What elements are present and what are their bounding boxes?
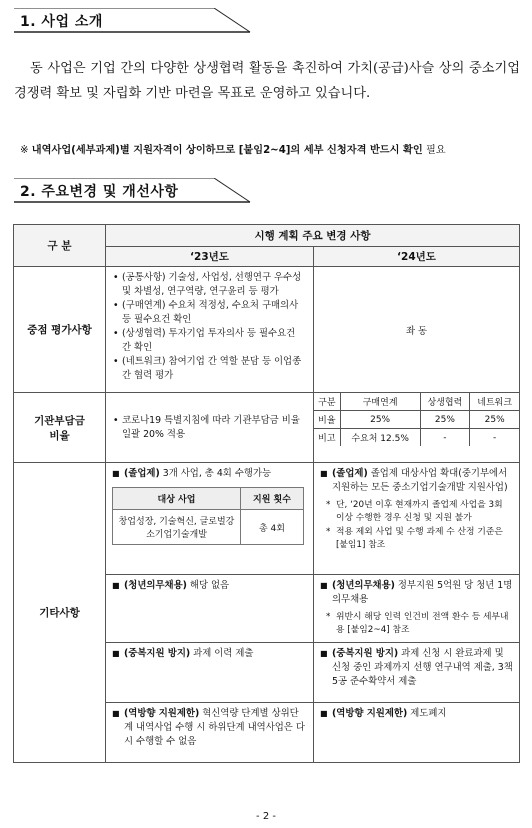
item-bold: (역방향 지원제한) bbox=[124, 708, 200, 719]
section-1-header bbox=[14, 8, 254, 32]
item-text: 과제 이력 제출 bbox=[190, 648, 254, 659]
sub-cell: 창업성장, 기술혁신, 글로벌강소기업기술개발 bbox=[113, 510, 241, 545]
intro-paragraph: 동 사업은 기업 간의 다양한 상생협력 활동을 촉진하여 가치(공급)사슬 상의 중소기업 경쟁력 확보 및 자립화 기반 마련을 목표로 운영하고 있습니다. bbox=[14, 61, 520, 101]
row-label-evaluation: 중점 평가사항 bbox=[14, 267, 106, 393]
item-bold: (중복지원 방지) bbox=[124, 648, 191, 659]
rate-col-header: 구분 bbox=[314, 393, 340, 411]
item-text: 정부지원 5억원 당 청년 1명 의무채용 bbox=[332, 580, 513, 605]
rate-value: 25% bbox=[420, 411, 470, 429]
rate-value: 25% bbox=[340, 411, 420, 429]
item-bold: (졸업제) bbox=[332, 468, 368, 479]
list-item: • 코로나19 특별지침에 따라 기관부담금 비율 일괄 20% 적용 bbox=[112, 414, 307, 441]
reverse-2023-item bbox=[112, 707, 307, 749]
item-bold: (졸업제) bbox=[124, 468, 160, 479]
duplicate-2023-cell bbox=[106, 643, 314, 703]
eligibility-note bbox=[20, 141, 446, 156]
item-bold: (청년의무채용) bbox=[124, 580, 187, 591]
rate-note: - bbox=[420, 429, 470, 447]
duplicate-2023-item bbox=[112, 647, 307, 661]
header-category: 구 분 bbox=[14, 225, 106, 267]
item-bold: (청년의무채용) bbox=[332, 580, 395, 591]
list-item: • (공통사항) 기술성, 사업성, 선행연구 우수성 및 차별성, 연구역량, 연구윤리 등 평가 bbox=[112, 271, 307, 298]
note-tail-text: 필요 bbox=[422, 145, 446, 156]
graduation-2024-item bbox=[320, 467, 513, 495]
item-text: 3개 사업, 총 4회 수행가능 bbox=[159, 468, 272, 479]
youth-2023-cell bbox=[106, 575, 314, 643]
duplicate-2024-cell bbox=[314, 643, 520, 703]
item-text: 과제 신청 시 완료과제 및 신청 중인 과제까지 선행 연구내역 제출, 3책5공 준수확약서 제출 bbox=[332, 648, 513, 687]
rate-note: 수요처 12.5% bbox=[340, 429, 420, 447]
rate-row-label: 비고 bbox=[314, 429, 340, 447]
section-1-title: 1. 사업 소개 bbox=[20, 14, 103, 30]
youth-2024-cell bbox=[314, 575, 520, 643]
row-label-contribution bbox=[14, 393, 106, 463]
header-2023: ‘23년도 bbox=[106, 247, 314, 267]
evaluation-list bbox=[112, 271, 307, 382]
item-text: 해당 없음 bbox=[186, 580, 230, 591]
sub-header: 지원 횟수 bbox=[241, 488, 304, 510]
rate-col-header: 구매연계 bbox=[340, 393, 420, 411]
evaluation-2024-same: 좌 동 bbox=[314, 267, 520, 393]
reverse-2024-item bbox=[320, 707, 513, 721]
reverse-2023-cell bbox=[106, 703, 314, 763]
contribution-2023-cell bbox=[106, 393, 314, 463]
footnote: * 단, ‘20년 이후 현재까지 졸업제 사업을 3회 이상 수행한 경우 신청 및 지원 불가 bbox=[320, 499, 513, 525]
duplicate-2024-item bbox=[320, 647, 513, 689]
contribution-rate-table bbox=[314, 393, 519, 446]
section-2-header bbox=[14, 178, 254, 202]
page-number: - 2 - bbox=[256, 811, 276, 822]
graduation-2024-cell bbox=[314, 463, 520, 575]
row-label-other: 기타사항 bbox=[14, 463, 106, 763]
graduation-2023-item bbox=[112, 467, 307, 481]
rate-row-label: 비율 bbox=[314, 411, 340, 429]
item-text: 혁신역량 단계별 상위단계 내역사업 수행 시 하위단계 내역사업은 다시 수행할 수 없음 bbox=[124, 708, 305, 747]
rate-col-header: 상생협력 bbox=[420, 393, 470, 411]
sub-header: 대상 사업 bbox=[113, 488, 241, 510]
item-bold: (중복지원 방지) bbox=[332, 648, 399, 659]
youth-2023-item bbox=[112, 579, 307, 593]
note-bold-text: 내역사업(세부과제)별 지원자격이 상이하므로 [붙임2~4]의 세부 신청자격 반드시 확인 bbox=[31, 145, 423, 156]
item-text: 졸업제 대상사업 확대(중기부에서 지원하는 모든 중소기업기술개발 지원사업) bbox=[332, 468, 508, 493]
section-2-title: 2. 주요변경 및 개선사항 bbox=[20, 184, 179, 200]
evaluation-2023-cell bbox=[106, 267, 314, 393]
reverse-2024-cell bbox=[314, 703, 520, 763]
changes-table bbox=[13, 224, 520, 763]
graduation-sub-table bbox=[112, 487, 304, 545]
contribution-label-line2: 비율 bbox=[49, 429, 70, 442]
footnote: * 적용 제외 사업 및 수행 과제 수 산정 기준은 [붙임1] 참조 bbox=[320, 526, 513, 552]
item-text: 제도폐지 bbox=[407, 708, 447, 719]
youth-2024-item bbox=[320, 579, 513, 607]
graduation-2023-cell bbox=[106, 463, 314, 575]
header-2024: ‘24년도 bbox=[314, 247, 520, 267]
list-item: • (상생협력) 투자기업 투자의사 등 필수요건 간 확인 bbox=[112, 327, 307, 354]
rate-note: - bbox=[470, 429, 519, 447]
sub-cell: 총 4회 bbox=[241, 510, 304, 545]
contribution-label-line1: 기관부담금 bbox=[34, 414, 85, 427]
contribution-list bbox=[112, 414, 307, 441]
rate-col-header: 네트워크 bbox=[470, 393, 519, 411]
rate-value: 25% bbox=[470, 411, 519, 429]
list-item: • (네트워크) 참여기업 간 역할 분담 등 이업종간 협력 평가 bbox=[112, 355, 307, 382]
contribution-2024-cell bbox=[314, 393, 520, 463]
item-bold: (역방향 지원제한) bbox=[332, 708, 408, 719]
note-mark: ※ bbox=[20, 145, 29, 156]
footnote: * 위반시 해당 인력 인건비 전액 환수 등 세부내용 [붙임2~4] 참조 bbox=[320, 611, 513, 637]
header-main: 시행 계획 주요 변경 사항 bbox=[106, 225, 520, 247]
list-item: • (구매연계) 수요처 적정성, 수요처 구매의사 등 필수요건 확인 bbox=[112, 299, 307, 326]
